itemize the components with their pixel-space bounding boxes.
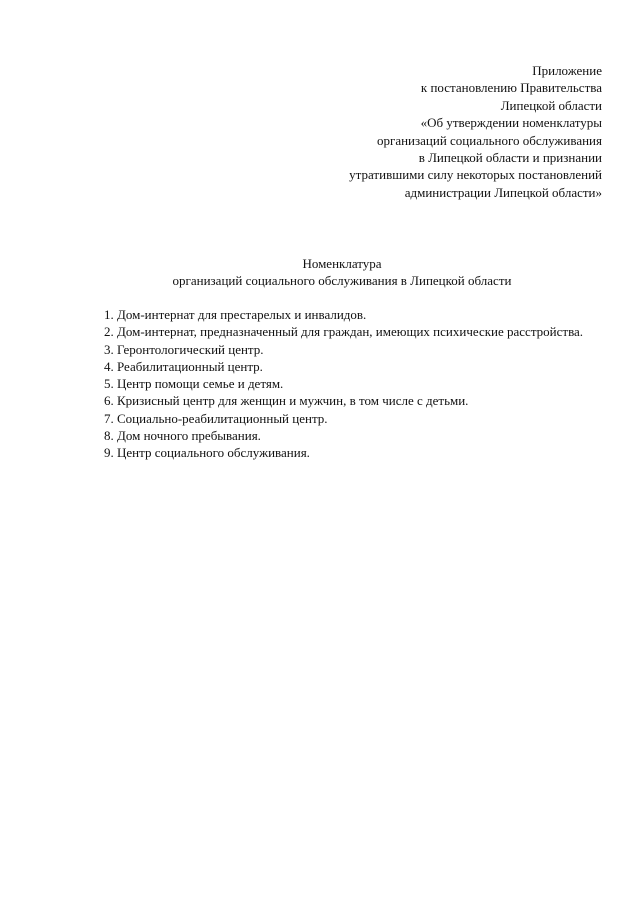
list-item: 2. Дом-интернат, предназначенный для граждан, имеющих психические расстройства. <box>104 324 584 340</box>
list-item: 5. Центр помощи семье и детям. <box>104 376 284 392</box>
appendix-line: в Липецкой области и признании <box>418 150 602 166</box>
appendix-line: Липецкой области <box>500 97 602 113</box>
appendix-line: к постановлению Правительства <box>420 80 602 96</box>
appendix-line: Приложение <box>532 63 602 78</box>
appendix-header <box>349 62 602 201</box>
title-line-2: организаций социального обслуживания в Липецкой области <box>172 273 512 289</box>
appendix-line: утратившими силу некоторых постановлений <box>349 167 602 183</box>
list-item: 9. Центр социального обслуживания. <box>104 445 310 461</box>
appendix-line: организаций социального обслуживания <box>376 132 602 148</box>
document-title <box>0 255 640 290</box>
title-line-1: Номенклатура <box>302 256 382 271</box>
list-item: 3. Геронтологический центр. <box>104 341 264 357</box>
list-item: 1. Дом-интернат для престарелых и инвалидов. <box>104 307 367 322</box>
appendix-line: «Об утверждении номенклатуры <box>420 115 602 131</box>
appendix-line: администрации Липецкой области» <box>404 184 602 200</box>
list-item: 7. Социально-реабилитационный центр. <box>104 410 328 426</box>
list-item: 4. Реабилитационный центр. <box>104 358 263 374</box>
nomenclature-list <box>104 306 602 462</box>
list-item: 6. Кризисный центр для женщин и мужчин, в том числе с детьми. <box>104 393 469 409</box>
list-item: 8. Дом ночного пребывания. <box>104 428 261 444</box>
